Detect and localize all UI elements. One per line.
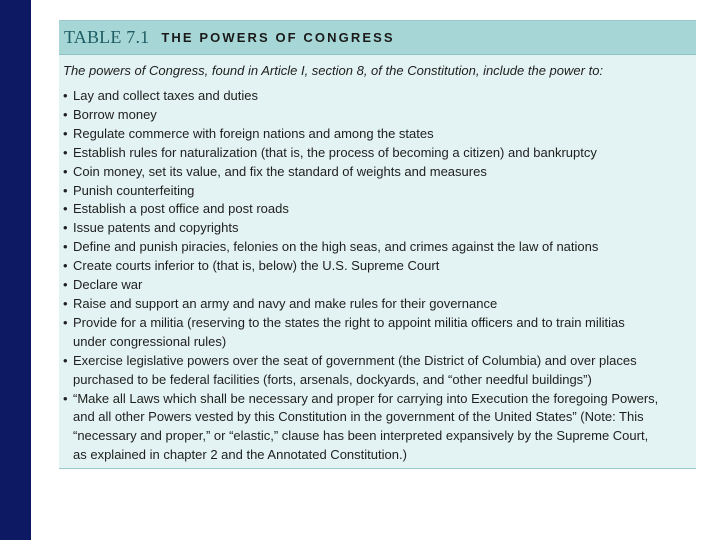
- list-item-text: [73, 87, 688, 106]
- list-item: [63, 87, 688, 106]
- powers-table: [59, 20, 696, 469]
- slide-left-bar: [0, 0, 31, 540]
- list-item: [63, 276, 688, 295]
- bullet-icon: •: [63, 88, 68, 103]
- bullet-icon: •: [63, 201, 68, 217]
- list-item-line: Issue patents and copyrights: [73, 220, 239, 236]
- list-item-text: [73, 257, 688, 276]
- bullet-icon: •: [63, 220, 68, 236]
- list-item-line: Provide for a militia (reserving to the states the right to appoint militia officers and to train militias: [73, 314, 625, 330]
- list-item: [63, 314, 688, 352]
- list-item-line: Establish rules for naturalization (that is, the process of becoming a citizen) and bankruptcy: [73, 144, 597, 160]
- table-intro: The powers of Congress, found in Article I, section 8, of the Constitution, include the power to:: [63, 63, 604, 78]
- list-item-line: Coin money, set its value, and fix the standard of weights and measures: [73, 163, 487, 179]
- table-title: THE POWERS OF CONGRESS: [161, 30, 395, 45]
- bullet-icon: •: [63, 163, 68, 179]
- list-item-line: Declare war: [73, 277, 143, 293]
- list-item-line: Raise and support an army and navy and make rules for their governance: [73, 295, 498, 311]
- list-item: [63, 257, 688, 276]
- list-item-line: under congressional rules): [73, 333, 227, 349]
- list-item-text: [73, 390, 688, 466]
- list-item-line: Punish counterfeiting: [73, 182, 195, 198]
- list-item: [63, 182, 688, 201]
- list-item-line: purchased to be federal facilities (forts, arsenals, dockyards, and “other needful buildings”): [73, 371, 592, 387]
- table-header: [59, 21, 696, 55]
- list-item-text: [73, 200, 688, 219]
- list-item-line: Create courts inferior to (that is, below) the U.S. Supreme Court: [73, 258, 440, 274]
- list-item: [63, 390, 688, 466]
- list-item-text: [73, 352, 688, 390]
- list-item-text: [73, 238, 688, 257]
- list-item: [63, 125, 688, 144]
- list-item-text: [73, 219, 688, 238]
- bullet-icon: •: [63, 125, 68, 141]
- powers-list: [59, 87, 696, 465]
- bullet-icon: •: [63, 258, 68, 274]
- list-item: [63, 295, 688, 314]
- table-number: TABLE 7.1: [64, 27, 150, 47]
- bullet-icon: •: [63, 295, 68, 311]
- bullet-icon: •: [63, 239, 68, 255]
- bullet-icon: •: [63, 352, 68, 368]
- list-item-line: “necessary and proper,” or “elastic,” clause has been interpreted expansively by the Supreme Court,: [73, 428, 649, 444]
- list-item-text: [73, 295, 688, 314]
- list-item: [63, 219, 688, 238]
- list-item-line: Lay and collect taxes and duties: [73, 88, 259, 103]
- bullet-icon: •: [63, 106, 68, 122]
- list-item-line: Establish a post office and post roads: [73, 201, 289, 217]
- list-item-line: Regulate commerce with foreign nations and among the states: [73, 125, 434, 141]
- list-item: [63, 352, 688, 390]
- list-item-line: “Make all Laws which shall be necessary and proper for carrying into Execution the foregoing Powers,: [73, 390, 659, 406]
- bullet-icon: •: [63, 277, 68, 293]
- list-item-line: Borrow money: [73, 106, 157, 122]
- list-item-line: Exercise legislative powers over the seat of government (the District of Columbia) and over places: [73, 352, 637, 368]
- bullet-icon: •: [63, 314, 68, 330]
- list-item-text: [73, 182, 688, 201]
- list-item-text: [73, 314, 688, 352]
- list-item-line: as explained in chapter 2 and the Annotated Constitution.): [73, 447, 407, 463]
- list-item: [63, 163, 688, 182]
- list-item-text: [73, 106, 688, 125]
- list-item-text: [73, 276, 688, 295]
- bullet-icon: •: [63, 144, 68, 160]
- bullet-icon: •: [63, 182, 68, 198]
- list-item-text: [73, 125, 688, 144]
- list-item: [63, 238, 688, 257]
- list-item-line: and all other Powers vested by this Constitution in the government of the United States” (Note: This: [73, 409, 644, 425]
- list-item-text: [73, 144, 688, 163]
- list-item-line: Define and punish piracies, felonies on the high seas, and crimes against the law of nations: [73, 239, 599, 255]
- list-item-text: [73, 163, 688, 182]
- list-item: [63, 106, 688, 125]
- bullet-icon: •: [63, 390, 68, 406]
- list-item: [63, 200, 688, 219]
- list-item: [63, 144, 688, 163]
